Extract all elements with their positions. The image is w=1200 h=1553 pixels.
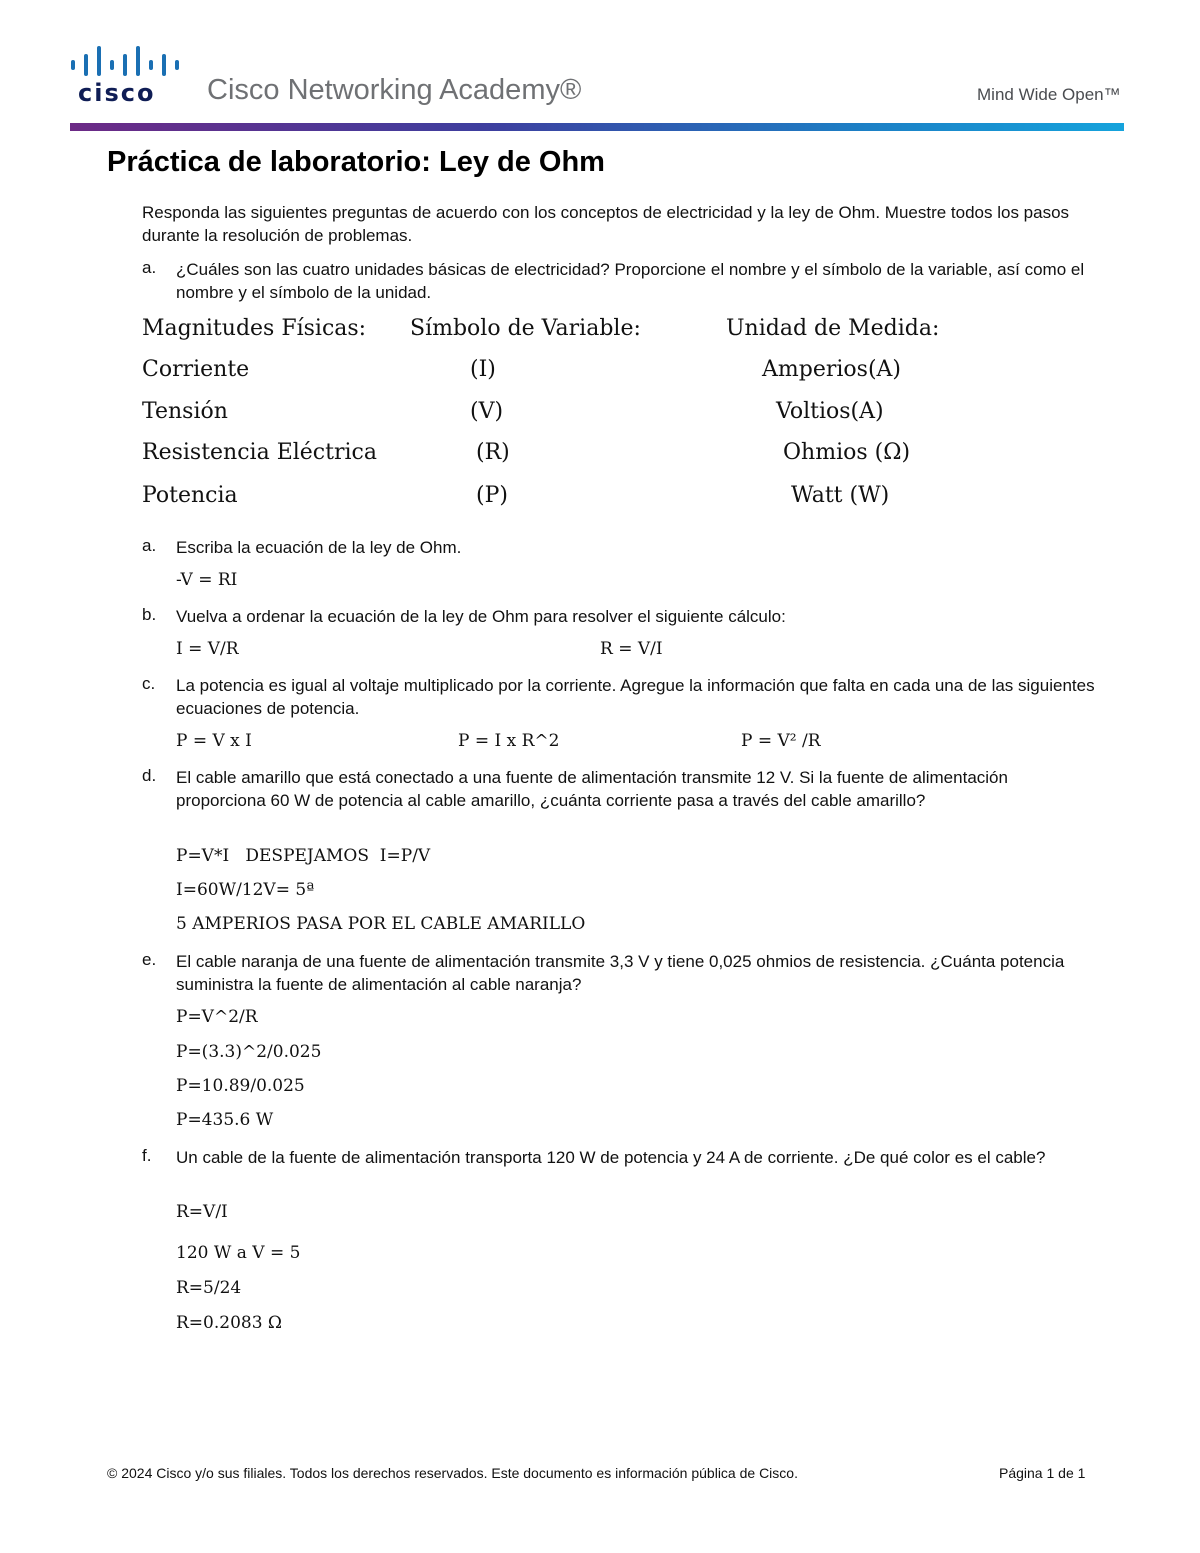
answer-line: P=V*I DESPEJAMOS I=P/V [176, 846, 431, 866]
answer-line: P = I x R^2 [458, 731, 560, 751]
answer-line: -V = RI [176, 570, 238, 590]
table-cell: Corriente [142, 357, 250, 382]
question-letter: a. [142, 536, 157, 555]
answer-line: R=V/I [176, 1202, 228, 1222]
question-letter: f. [142, 1146, 152, 1165]
answer-line: P=435.6 W [176, 1110, 274, 1130]
table-cell: Potencia [142, 483, 238, 508]
table-header: Símbolo de Variable: [410, 316, 641, 341]
table-header: Unidad de Medida: [726, 316, 940, 341]
answer-line: P=10.89/0.025 [176, 1076, 305, 1096]
answer-line: R=5/24 [176, 1278, 242, 1298]
question-text: Vuelva a ordenar la ecuación de la ley de Ohm para resolver el siguiente cálculo: [176, 607, 786, 626]
answer-line: P = V² /R [741, 731, 821, 751]
table-cell: (P) [476, 483, 508, 508]
cisco-wordmark: cisco [78, 79, 156, 107]
answer-line: R = V/I [600, 639, 663, 659]
header-gradient-bar [70, 123, 1124, 131]
answer-line: R=0.2083 Ω [176, 1313, 283, 1333]
answer-line: 120 W a V = 5 [176, 1243, 301, 1263]
answer-line: 5 AMPERIOS PASA POR EL CABLE AMARILLO [176, 914, 586, 934]
question-letter: b. [142, 605, 157, 624]
tagline: Mind Wide Open™ [977, 85, 1121, 104]
question-text: Un cable de la fuente de alimentación transporta 120 W de potencia y 24 A de corriente. ¿De qué color es el cable? [176, 1148, 1046, 1167]
table-cell: (R) [476, 440, 510, 465]
table-header: Magnitudes Físicas: [142, 316, 367, 341]
table-cell: Amperios(A) [762, 357, 901, 382]
question-text: Escriba la ecuación de la ley de Ohm. [176, 538, 462, 557]
answer-line: P=(3.3)^2/0.025 [176, 1042, 322, 1062]
answer-line: I = V/R [176, 639, 239, 659]
academy-name: Cisco Networking Academy® [207, 74, 582, 106]
table-cell: (V) [470, 399, 504, 424]
footer-page-number: Página 1 de 1 [999, 1465, 1086, 1481]
question-letter: d. [142, 766, 157, 785]
question-letter: e. [142, 950, 157, 969]
table-cell: Watt (W) [791, 483, 890, 508]
answer-line: P = V x I [176, 731, 252, 751]
intro-paragraph: Responda las siguientes preguntas de acuerdo con los conceptos de electricidad y la ley de Ohm. Muestre todos los pasos durante la resolución de problemas. [142, 203, 1070, 245]
question-letter: a. [142, 258, 157, 277]
table-cell: Voltios(A) [776, 399, 884, 424]
question-text: El cable amarillo que está conectado a una fuente de alimentación transmite 12 V. Si la fuente de alimentación proporciona 60 W de potencia al cable amarillo, ¿cuánta corriente pasa a través del cable amarillo? [176, 768, 1008, 810]
question-letter: c. [142, 674, 156, 693]
question-text: La potencia es igual al voltaje multiplicado por la corriente. Agregue la información que falta en cada una de las siguientes ecuaciones de potencia. [176, 676, 1095, 718]
question-text: ¿Cuáles son las cuatro unidades básicas de electricidad? Proporcione el nombre y el símbolo de la variable, así como el nombre y el símbolo de la unidad. [176, 260, 1085, 302]
footer-copyright: © 2024 Cisco y/o sus filiales. Todos los derechos reservados. Este documento es información pública de Cisco. [107, 1465, 798, 1481]
table-cell: Ohmios (Ω) [783, 440, 911, 465]
table-cell: Tensión [142, 399, 228, 424]
table-cell: Resistencia Eléctrica [142, 440, 377, 465]
page-title: Práctica de laboratorio: Ley de Ohm [107, 146, 605, 178]
answer-line: P=V^2/R [176, 1007, 258, 1027]
question-text: El cable naranja de una fuente de alimentación transmite 3,3 V y tiene 0,025 ohmios de resistencia. ¿Cuánta potencia suministra la fuente de alimentación al cable naranja? [176, 952, 1065, 994]
table-cell: (I) [470, 357, 496, 382]
answer-line: I=60W/12V= 5ª [176, 880, 315, 900]
